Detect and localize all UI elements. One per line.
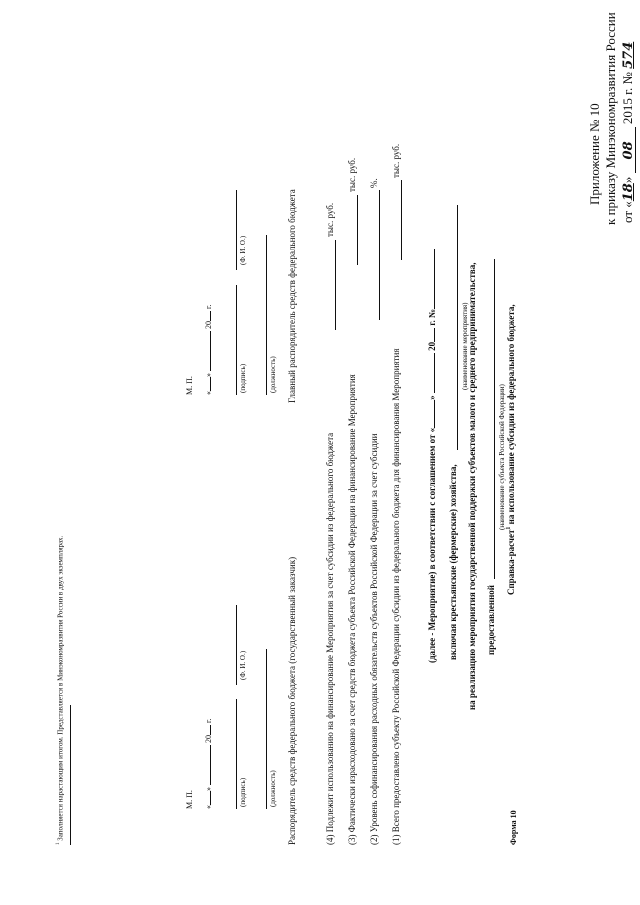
item-2-line (379, 190, 380, 320)
item-3-line (357, 195, 358, 265)
order-year: 2015 г. № (620, 72, 635, 125)
item-4-unit: тыс. руб. (325, 202, 335, 237)
item-1-line (401, 180, 402, 260)
subject-line (494, 259, 495, 579)
item-4-line (335, 240, 336, 330)
left-signer-title: Распорядитель средств федерального бюджета (государственный заказчик) (287, 556, 297, 845)
item-3-unit: тыс. руб. (347, 157, 357, 192)
order-date (621, 42, 636, 223)
left-fio-caption: (Ф. И. О.) (239, 650, 247, 680)
item-4: (4) Подлежит использованию на финансирование Мероприятия за счет субсидии из федерального бюджета (325, 432, 335, 845)
right-date: «» 20 г. (204, 304, 213, 395)
item-2: (2) Уровень софинансирования расходных обязательств субъектов Российской Федерации за счет субсидии (369, 433, 379, 845)
right-position-line (266, 235, 267, 395)
left-date: «» 20 г. (204, 718, 213, 809)
footnote: $^1$ Заполняется нарастающим итогом. Представляется в Минэкономразвития России в двух экземплярах. (56, 535, 65, 845)
form-label: Форма 10 (509, 810, 518, 845)
item-2-unit: %. (369, 178, 379, 188)
event-line (457, 205, 458, 450)
subject-caption: (наименование субъекта Российской Федерации) (498, 384, 506, 530)
title-line-1: Справка-расчет$^1$ на использование субсидии из федерального бюджета, (506, 304, 516, 595)
item-1: (1) Всего предоставлено субъекту Российской Федерации субсидии из федерального бюджета для финансирования Мероприятия (391, 348, 401, 845)
footnote-ref: 1 (506, 526, 512, 530)
left-signature-line (236, 699, 237, 809)
right-stamp: М. П. (185, 376, 194, 395)
right-signature-caption: (подпись) (239, 363, 247, 393)
right-signer-title: Главный распорядитель средств федерального бюджета (287, 189, 297, 403)
left-position-line (266, 649, 267, 809)
order-day: 18 (621, 183, 636, 202)
title-line-4: включая крестьянские (фермерские) хозяйства, (448, 464, 458, 660)
appendix-title: Приложение № 10 (587, 103, 602, 205)
date-prefix: от « (620, 201, 635, 223)
left-signature-caption: (подпись) (239, 777, 247, 807)
left-stamp: М. П. (185, 790, 194, 809)
order-month: 08 (622, 127, 636, 173)
item-1-unit: тыс. руб. (391, 143, 401, 178)
provided-label: предоставленной (486, 585, 496, 655)
date-mid: » (620, 176, 635, 184)
title-line-3: на реализацию мероприятия государственной поддержки субъектов малого и среднего предпринимательства, (467, 262, 477, 710)
item-3: (3) Фактически израсходовано за счет средств бюджета субъекта Российской Федерации на финансирование Мероприятия (347, 374, 357, 845)
order-line: к приказу Минэкономразвития России (603, 12, 618, 225)
order-number: 574 (621, 41, 636, 69)
event-caption: (наименование мероприятия) (461, 302, 469, 390)
left-fio-line (236, 605, 237, 685)
title-line-5: (далее - Мероприятие) в соответствии с соглашением от «» 20 г. № (428, 249, 437, 663)
right-fio-caption: (Ф. И. О.) (239, 235, 247, 265)
right-signature-line (236, 285, 237, 395)
footnote-separator (70, 705, 71, 845)
right-fio-line (236, 190, 237, 270)
right-position-caption: (должность) (269, 356, 277, 393)
left-position-caption: (должность) (269, 770, 277, 807)
